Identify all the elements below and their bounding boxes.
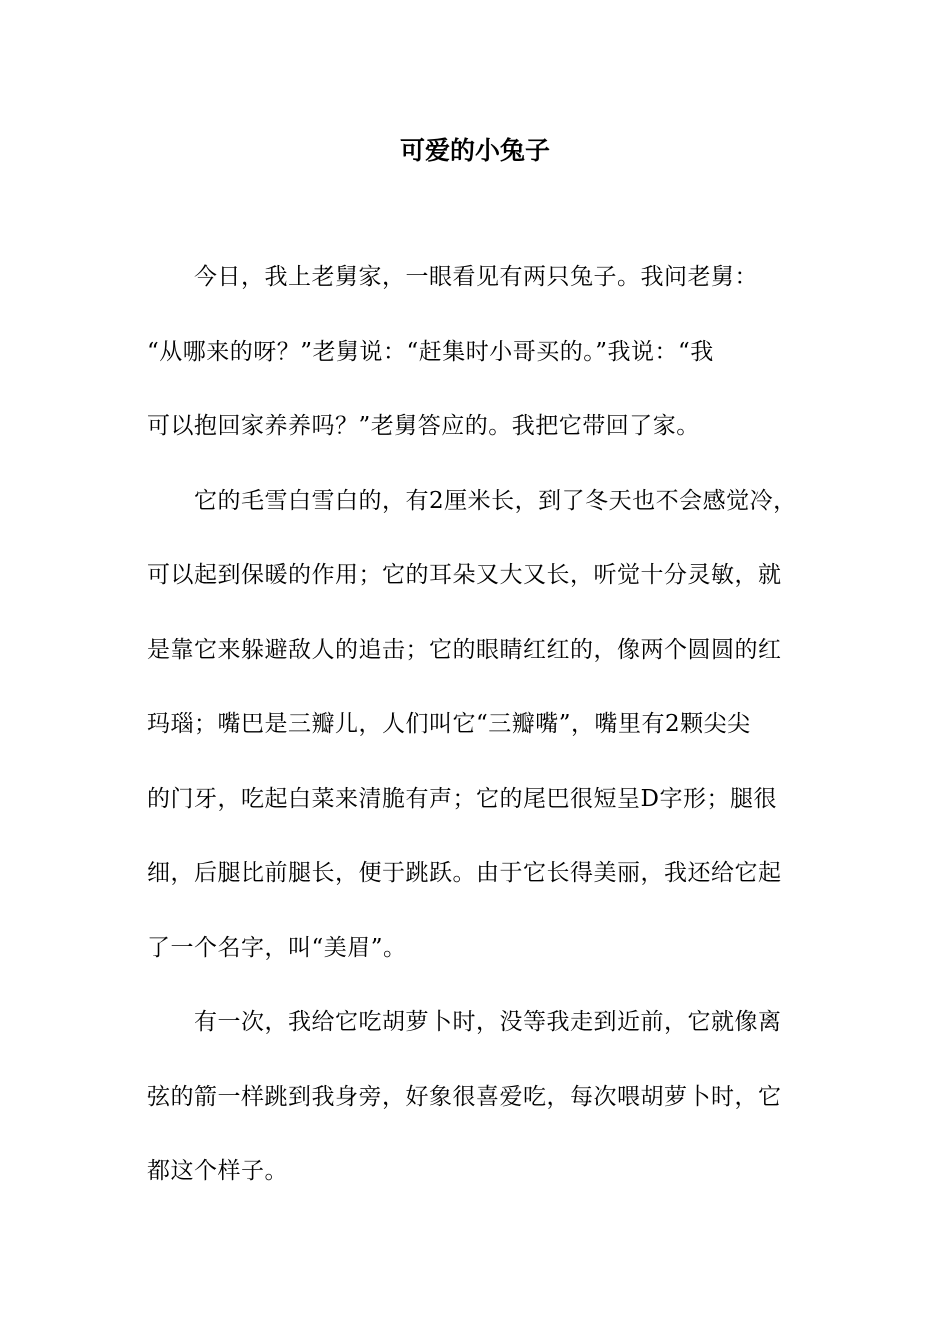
paragraph-3 [147, 1000, 807, 1224]
paragraph-line: 可以抱回家养养吗？”老舅答应的。我把它带回了家。 [147, 413, 700, 439]
document-body [147, 255, 807, 1224]
paragraph-line: 今日，我上老舅家，一眼看见有两只兔子。我问老舅： [194, 264, 758, 290]
paragraph-line: 弦的箭一样跳到我身旁，好象很喜爱吃，每次喂胡萝卜时，它 [147, 1083, 782, 1110]
paragraph-line: 细，后腿比前腿长，便于跳跃。由于它长得美丽，我还给它起 [147, 860, 782, 886]
paragraph-line: 玛瑙；嘴巴是三瓣儿，人们叫它“三瓣嘴”，嘴里有2颗尖尖 [147, 711, 751, 737]
paragraph-line: 都这个样子。 [147, 1158, 288, 1184]
document-title: 可爱的小兔子 [399, 136, 550, 165]
paragraph-line: 是靠它来躲避敌人的追击；它的眼睛红红的，像两个圆圆的红 [147, 636, 782, 663]
paragraph-1 [147, 255, 807, 479]
paragraph-line: 的门牙，吃起白菜来清脆有声；它的尾巴很短呈D字形；腿很 [147, 785, 777, 812]
paragraph-line: 有一次，我给它吃胡萝卜时，没等我走到近前，它就像离 [194, 1009, 782, 1035]
paragraph-line: 了一个名字，叫“美眉”。 [147, 934, 407, 961]
paragraph-2 [147, 479, 807, 1001]
paragraph-line: “从哪来的呀？”老舅说：“赶集时小哥买的。”我说：“我 [147, 338, 714, 365]
paragraph-line: 可以起到保暖的作用；它的耳朵又大又长，听觉十分灵敏，就 [147, 562, 782, 588]
paragraph-line: 它的毛雪白雪白的，有2厘米长，到了冬天也不会感觉冷， [194, 487, 797, 514]
